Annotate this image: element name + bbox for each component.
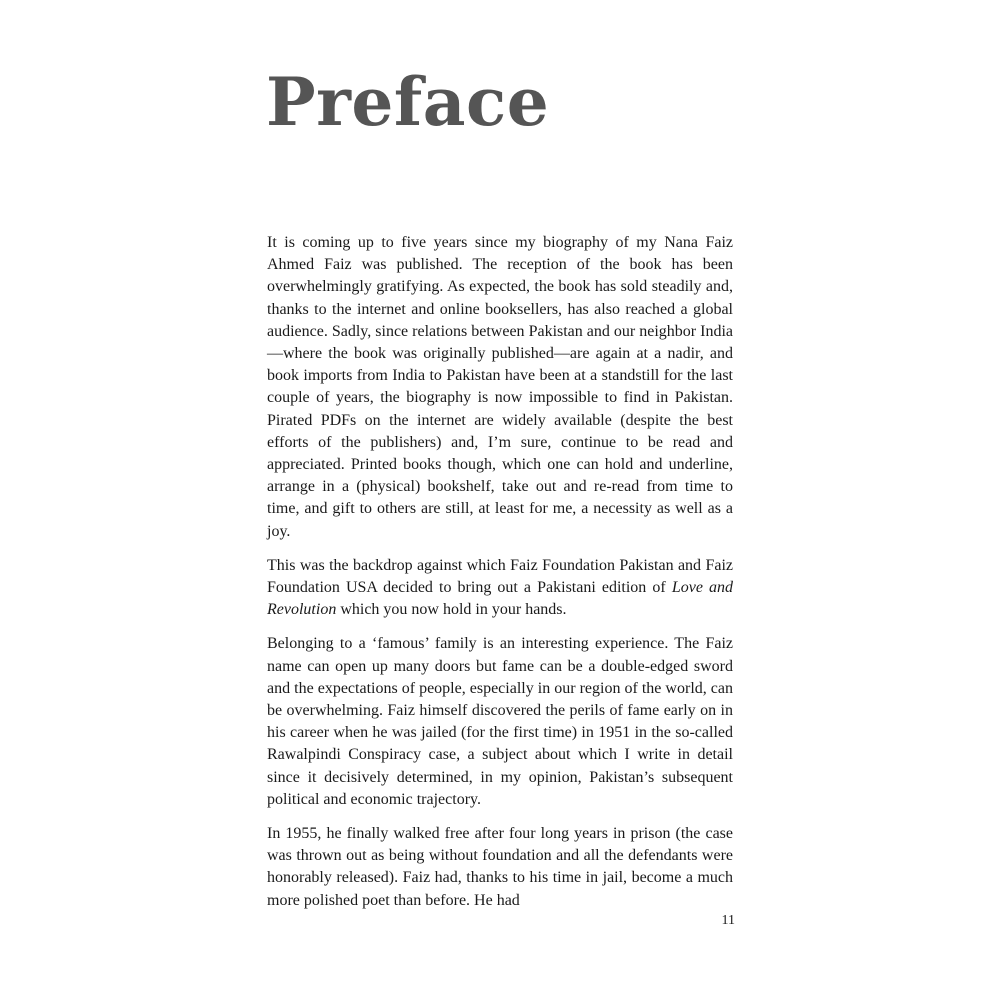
paragraph-4: In 1955, he finally walked free after four long years in prison (the case was thrown out as being without foundation and all the defendants were honorably released). Faiz had, thanks to his time in jail, become a much more polished poet than before. He had xyxy=(267,825,733,909)
book-title: Love and Revolution xyxy=(267,579,733,619)
paragraph-2 xyxy=(267,555,733,622)
body-text xyxy=(267,232,733,912)
paragraph-2-text-start: This was the backdrop against which Faiz Foundation Pakistan and Faiz Foundation USA decided to bring out a Pakistani edition of xyxy=(267,556,733,597)
paragraph-1: It is coming up to five years since my biography of my Nana Faiz Ahmed Faiz was published. The reception of the book has been overwhelmingly gratifying. As expected, the book has sold steadily and, thanks to the internet and online booksellers, has also reached a global audience. Sadly, since relations between Pakistan and our neighbor India—where the book was originally published—are again at a nadir, and book imports from India to Pakistan have been at a standstill for the last couple of years, the biography is now impossible to find in Pakistan. Pirated PDFs on the internet are widely available (despite the best efforts of the publishers) and, I’m sure, continue to be read and appreciated. Printed books though, which one can hold and underline, arrange in a (physical) bookshelf, take out and re-read from time to time, and gift to others are still, at least for me, a necessity as well as a joy. xyxy=(267,234,733,540)
page-number: 11 xyxy=(721,913,735,928)
paragraph-2-text-end: which you now hold in your hands. xyxy=(336,601,567,619)
page-title: Preface xyxy=(266,63,550,141)
paragraph-3: Belonging to a ‘famous’ family is an interesting experience. The Faiz name can open up many doors but fame can be a double-edged sword and the expectations of people, especially in our region of the world, can be overwhelming. Faiz himself discovered the perils of fame early on in his career when he was jailed (for the first time) in 1951 in the so-called Rawalpindi Conspiracy case, a subject about which I write in detail since it decisively determined, in my opinion, Pakistan’s subsequent political and economic trajectory. xyxy=(267,635,733,808)
